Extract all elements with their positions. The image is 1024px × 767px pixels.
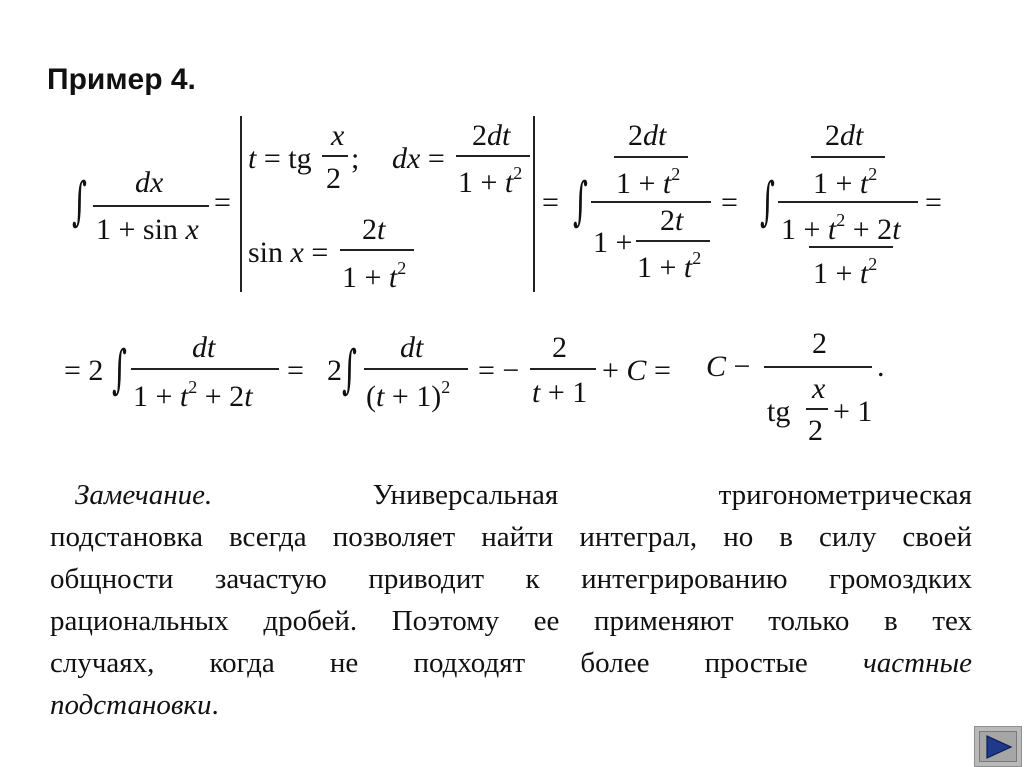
remark-line-5: случаях, когда не подходят более простые частные — [50, 647, 972, 679]
sub-dx-den: $1 + t^2$ — [458, 163, 523, 199]
fraction-bar — [809, 246, 893, 248]
fraction-bar — [806, 408, 828, 410]
equals-sign: = — [287, 354, 304, 387]
equals-sign: = — [721, 186, 738, 219]
substitution-left-bar — [240, 116, 242, 292]
remark-lead: Замечание. — [75, 479, 213, 511]
step3-num-den: $1 + t^2$ — [813, 164, 878, 200]
equals-sign: = — [542, 186, 559, 219]
main-fraction-bar — [591, 201, 711, 203]
fraction-bar — [131, 368, 279, 370]
integral-sign: ∫ — [573, 172, 588, 232]
frac3-den: t + 1 — [532, 376, 588, 409]
step2-den-den: $1 + t^2$ — [637, 248, 702, 284]
frac1-den: $1 + t^2 + 2t$ — [133, 377, 253, 413]
equals-minus: = − — [478, 354, 520, 387]
equals-sign: = — [925, 186, 942, 219]
lead-coefficient: = 2 — [64, 354, 104, 387]
step2-num-num: 2dt — [628, 119, 667, 152]
sub-dx-num: 2dt — [472, 119, 511, 152]
c-minus: C − — [706, 350, 751, 383]
frac1-num: dt — [192, 331, 216, 364]
plus-constant: + C = — [602, 354, 671, 387]
step2-num-den: $1 + t^2$ — [616, 164, 681, 200]
fraction-bar — [764, 366, 872, 368]
main-fraction-bar — [778, 201, 918, 203]
integral-sign: ∫ — [112, 340, 127, 400]
fraction-bar — [456, 155, 530, 157]
fraction-bar — [636, 240, 710, 242]
frac-numerator: dx — [135, 166, 164, 199]
frac2-den: $(t + 1)^2$ — [366, 377, 451, 413]
remark-line-4: рациональных дробей. Поэтому ее применяют только в тех — [50, 605, 972, 637]
remark-paragraph — [50, 474, 972, 726]
step2-den-num: 2t — [660, 204, 684, 237]
sub-sin-den: $1 + t^2$ — [342, 258, 407, 294]
sub-t-lhs: t = tg — [248, 142, 312, 175]
remark-line-3: общности зачастую приводит к интегрированию громоздких — [50, 563, 972, 595]
fraction-bar — [364, 368, 468, 370]
frac4-den-tail: + 1 — [833, 395, 873, 428]
integral-sign: ∫ — [72, 172, 87, 232]
slide-title: Пример 4. — [47, 63, 196, 96]
next-slide-button[interactable] — [974, 726, 1022, 767]
fraction-bar — [93, 205, 209, 207]
frac4-num: 2 — [812, 327, 827, 360]
integral-sign: ∫ — [342, 340, 357, 400]
sub-dx-lhs: dx = — [392, 142, 445, 175]
coef-two: 2 — [327, 354, 342, 387]
remark-line-6: подстановки. — [50, 689, 219, 721]
fraction-bar — [614, 156, 688, 158]
sub-t-num: x — [331, 119, 345, 152]
final-period: . — [877, 350, 885, 383]
frac4-den-tg: tg — [767, 395, 791, 428]
sub-sin-num: 2t — [362, 213, 386, 246]
step2-den-lhs: 1 + — [593, 226, 633, 259]
remark-line-2: подстановка всегда позволяет найти интеграл, но в силу своей — [50, 521, 972, 553]
step3-den-den: $1 + t^2$ — [813, 254, 878, 290]
substitution-right-bar — [533, 116, 535, 292]
play-triangle-icon — [984, 734, 1014, 760]
step3-den-num: $1 + t^2 + 2t$ — [781, 210, 901, 246]
step3-num-num: 2dt — [825, 119, 864, 152]
integral-sign: ∫ — [760, 172, 775, 232]
fraction-bar — [530, 368, 596, 370]
remark-line-1: Замечание. Универсальная тригонометрическая — [75, 479, 972, 511]
sub-sin-lhs: sin x = — [248, 236, 329, 269]
frac-denominator: 1 + sin x — [96, 213, 199, 246]
frac4-den-x: x — [812, 372, 826, 405]
fraction-bar — [811, 156, 885, 158]
equals-sign: = — [214, 186, 231, 219]
sub-t-den: 2 — [326, 162, 341, 195]
fraction-bar — [340, 249, 414, 251]
fraction-bar — [322, 155, 348, 157]
frac3-num: 2 — [552, 331, 567, 364]
semicolon: ; — [351, 142, 360, 175]
frac2-num: dt — [400, 331, 424, 364]
frac4-den-2: 2 — [808, 414, 823, 447]
